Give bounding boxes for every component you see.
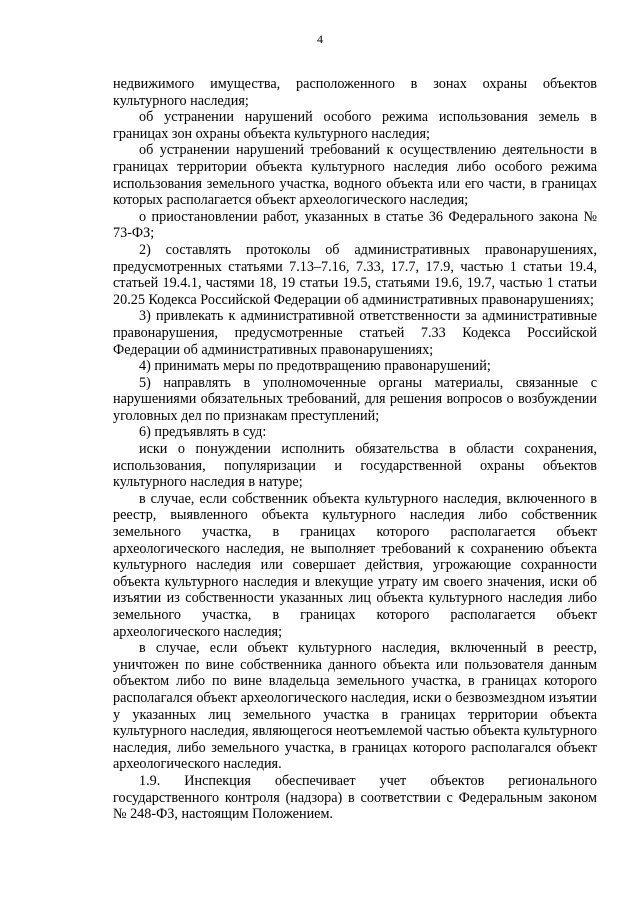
- paragraph-item-4-prevention: 4) принимать меры по предотвращению правонарушений;: [139, 358, 491, 375]
- paragraph-item-3-liability: 3) привлекать к административной ответственности за административные правонарушения, предусмотренные статьей 7.33 Кодекса Российской Федерации об административных правонарушениях;: [113, 308, 597, 358]
- page-number: 4: [317, 32, 323, 46]
- paragraph-lawsuits-obligations: иски о понуждении исполнить обязательства в области сохранения, использования, популяризации и государственной охраны объектов культурного наследия в натуре;: [113, 441, 597, 491]
- paragraph-territory-violations: об устранении нарушений требований к осуществлению деятельности в границах территории объекта культурного наследия либо особого режима использования земельного участка, водного объекта или его части, в границах которых располагается объект археологического наследия;: [113, 142, 597, 209]
- paragraph-item-6-court: 6) предъявлять в суд:: [139, 424, 267, 441]
- paragraph-section-1-9: 1.9. Инспекция обеспечивает учет объектов регионального государственного контроля (надзора) в соответствии с Федеральным законом № 248-ФЗ, настоящим Положением.: [113, 772, 597, 823]
- paragraph-destruction-case: в случае, если объект культурного наследия, включенный в реестр, уничтожен по вине собственника данного объекта или пользователя данным объектом либо по вине владельца земельного участка, в границах которого располагался объект археологического наследия, иски о безвозмездном изъятии у указанных лиц земельного участка в границах территории объекта культурного наследия, являющегося неотъемлемой частью объекта культурного наследия, либо земельного участка, в границах которого располагался объект археологического наследия.: [113, 640, 597, 773]
- document-body: [113, 76, 597, 823]
- paragraph-protection-zones: об устранении нарушений особого режима использования земель в границах зон охраны объекта культурного наследия;: [113, 109, 597, 142]
- paragraph-work-suspension: о приостановлении работ, указанных в статье 36 Федерального закона № 73-ФЗ;: [113, 208, 597, 242]
- paragraph-item-2-protocols: 2) составлять протоколы об административных правонарушениях, предусмотренных статьями 7.13–7.16, 7.33, 17.7, 17.9, частью 1 статьи 19.4, статьей 19.4.1, частями 18, 19 статьи 19.5, статьями 19.6, 19.7, частью 1 статьи 20.25 Кодекса Российской Федерации об административных правонарушениях;: [113, 241, 597, 308]
- paragraph-item-5-materials: 5) направлять в уполномоченные органы материалы, связанные с нарушениями обязательных требований, для решения вопросов о возбуждении уголовных дел по признакам преступлений;: [113, 374, 597, 424]
- paragraph-seizure-case: в случае, если собственник объекта культурного наследия, включенного в реестр, выявленного объекта культурного наследия либо собственник земельного участка, в границах которого располагается объект археологического наследия, не выполняет требований к сохранению объекта культурного наследия или совершает действия, угрожающие сохранности объекта культурного наследия и влекущие утрату им своего значения, иски об изъятии из собственности указанных лиц объекта культурного наследия либо земельного участка, в границах которого располагается объект археологического наследия;: [113, 490, 597, 640]
- paragraph-continuation: недвижимого имущества, расположенного в зонах охраны объектов культурного наследия;: [113, 76, 597, 109]
